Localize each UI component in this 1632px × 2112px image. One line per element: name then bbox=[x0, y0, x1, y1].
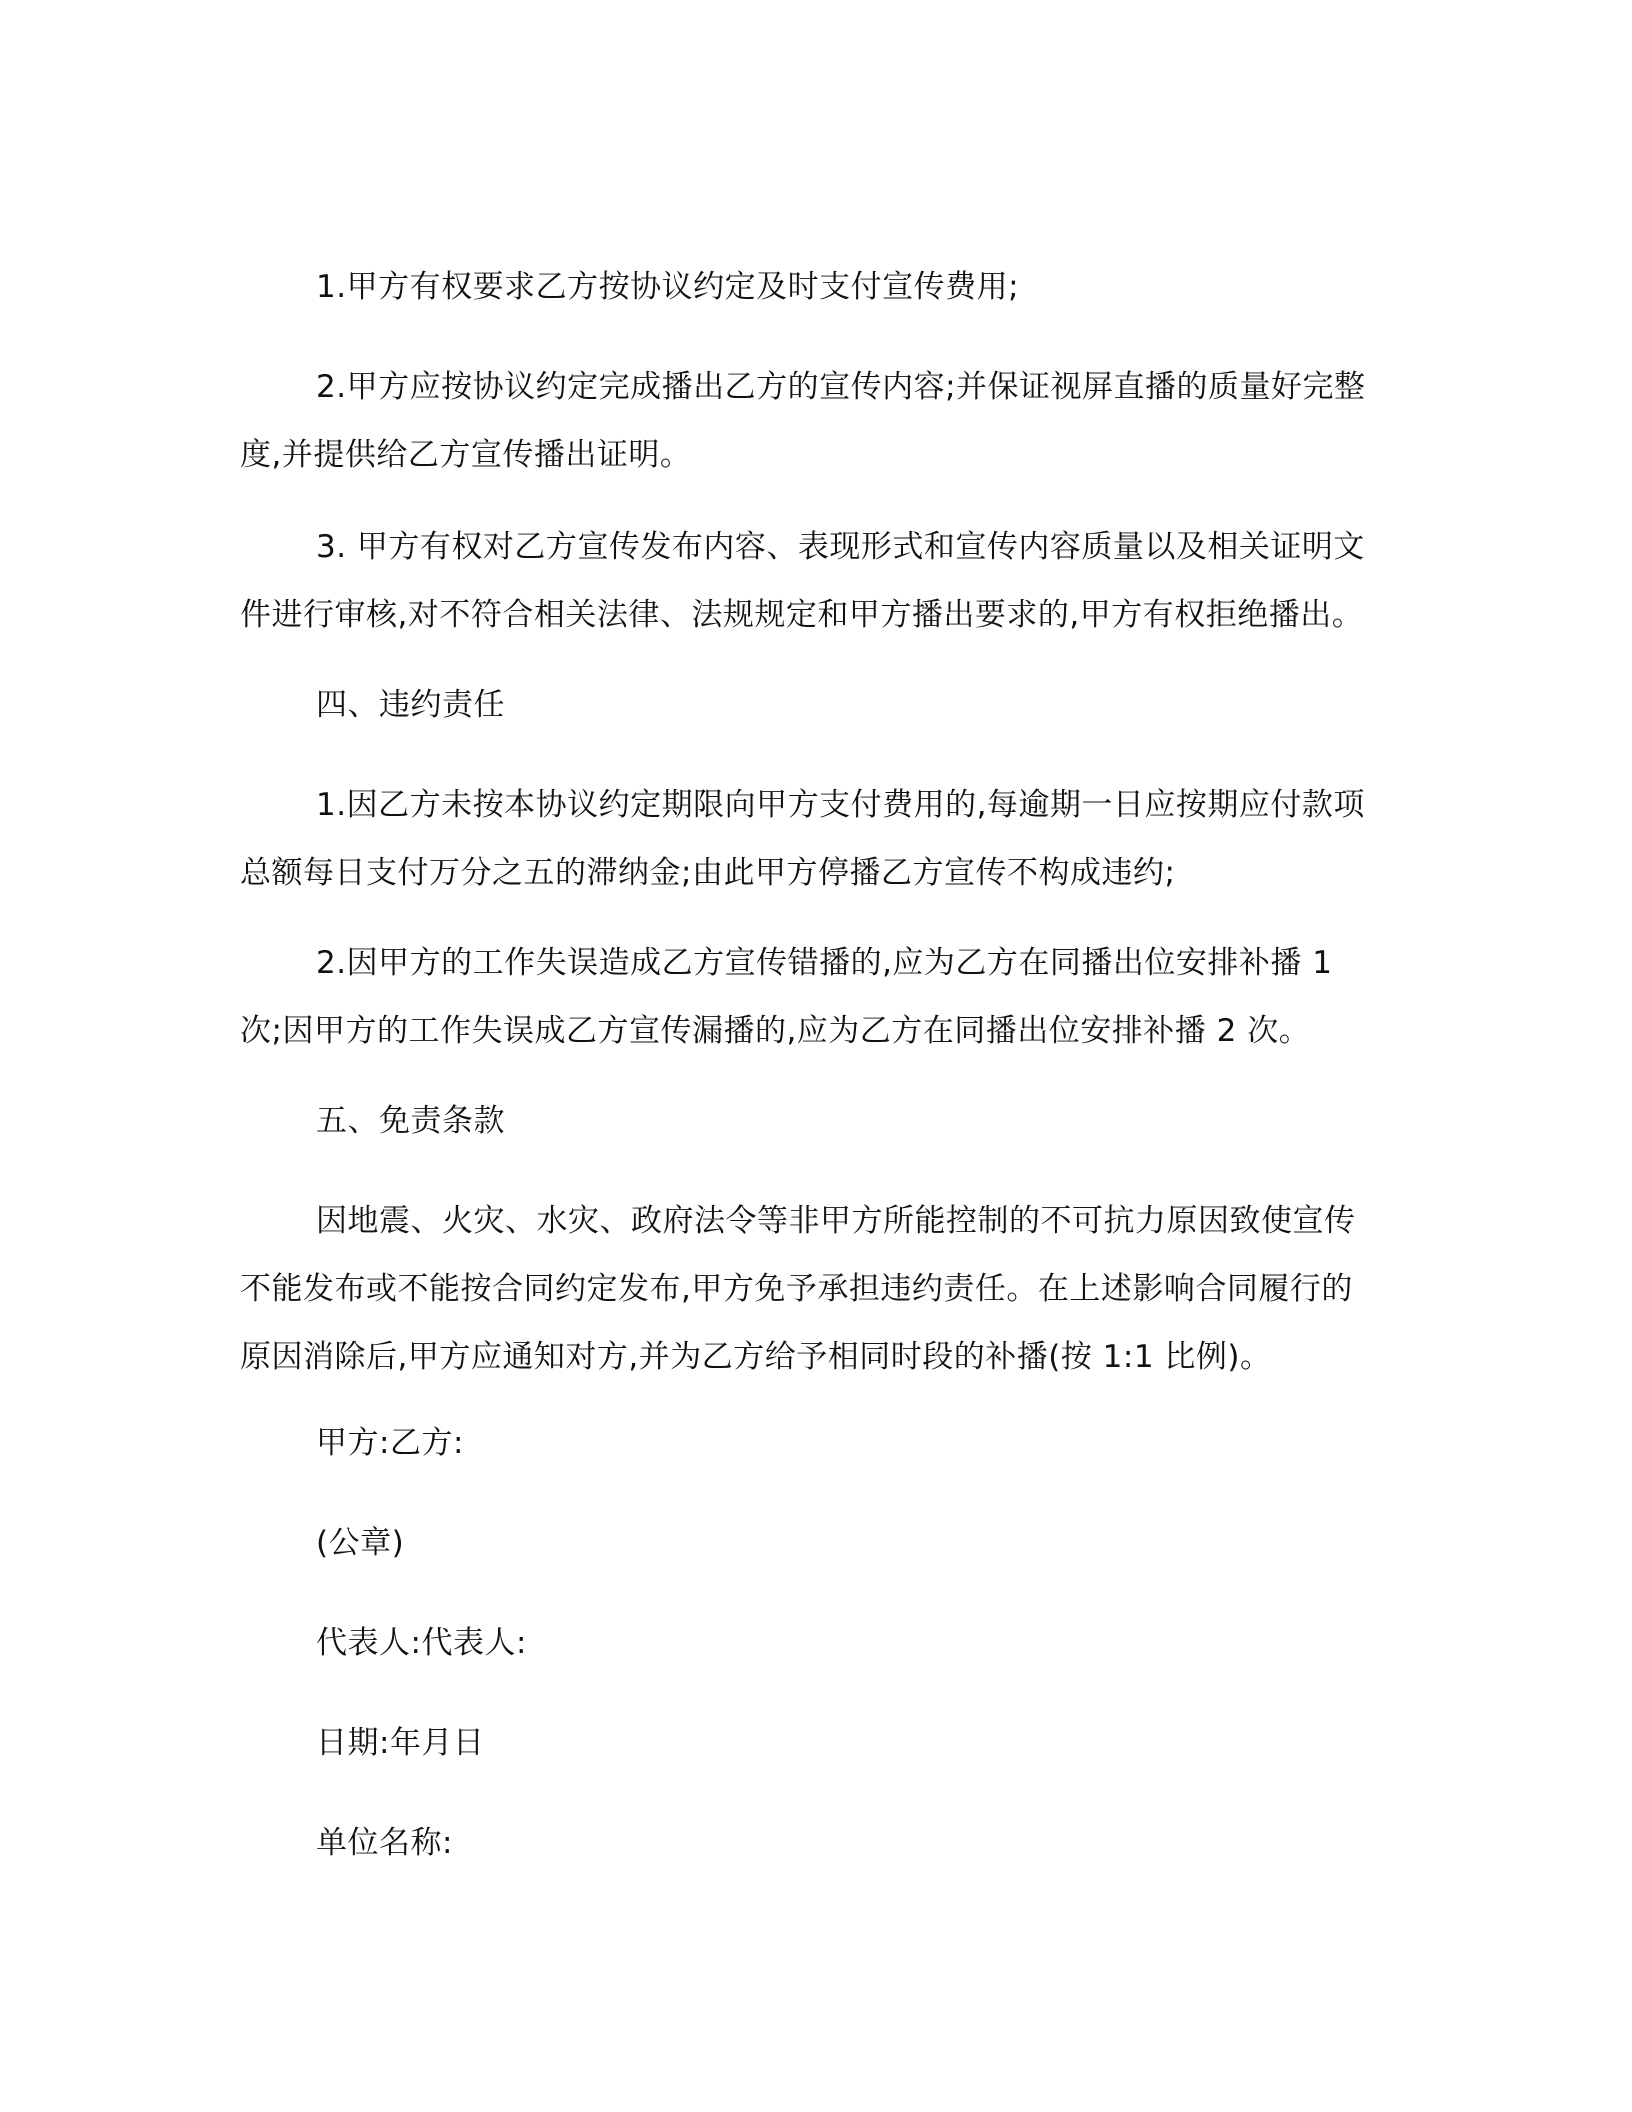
section3-item1: 1.甲方有权要求乙方按协议约定及时支付宣传费用; bbox=[316, 269, 1020, 305]
section4-heading: 四、违约责任 bbox=[316, 687, 505, 723]
section5-heading: 五、免责条款 bbox=[316, 1103, 505, 1139]
signature-parties: 甲方:乙方: bbox=[316, 1425, 464, 1461]
section4-item1: 1.因乙方未按本协议约定期限向甲方支付费用的,每逾期一日应按期应付款项总额每日支付万分之五的滞纳金;由此甲方停播乙方宣传不构成违约; bbox=[240, 787, 1365, 891]
section5-body: 因地震、火灾、水灾、政府法令等非甲方所能控制的不可抗力原因致使宣传不能发布或不能按合同约定发布,甲方免予承担违约责任。在上述影响合同履行的原因消除后,甲方应通知对方,并为乙方给予相同时段的补播(按 1:1 比例)。 bbox=[240, 1203, 1356, 1375]
signature-date: 日期:年月日 bbox=[316, 1725, 485, 1761]
section3-item3: 3. 甲方有权对乙方宣传发布内容、表现形式和宣传内容质量以及相关证明文件进行审核,对不符合相关法律、法规规定和甲方播出要求的,甲方有权拒绝播出。 bbox=[240, 529, 1365, 633]
signature-representatives: 代表人:代表人: bbox=[316, 1625, 527, 1661]
signature-seal: (公章) bbox=[316, 1525, 405, 1561]
section3-item2: 2.甲方应按协议约定完成播出乙方的宣传内容;并保证视屏直播的质量好完整度,并提供给乙方宣传播出证明。 bbox=[240, 369, 1366, 473]
signature-unit-name: 单位名称: bbox=[316, 1825, 453, 1861]
section4-item2: 2.因甲方的工作失误造成乙方宣传错播的,应为乙方在同播出位安排补播 1 次;因甲方的工作失误成乙方宣传漏播的,应为乙方在同播出位安排补播 2 次。 bbox=[240, 945, 1333, 1049]
